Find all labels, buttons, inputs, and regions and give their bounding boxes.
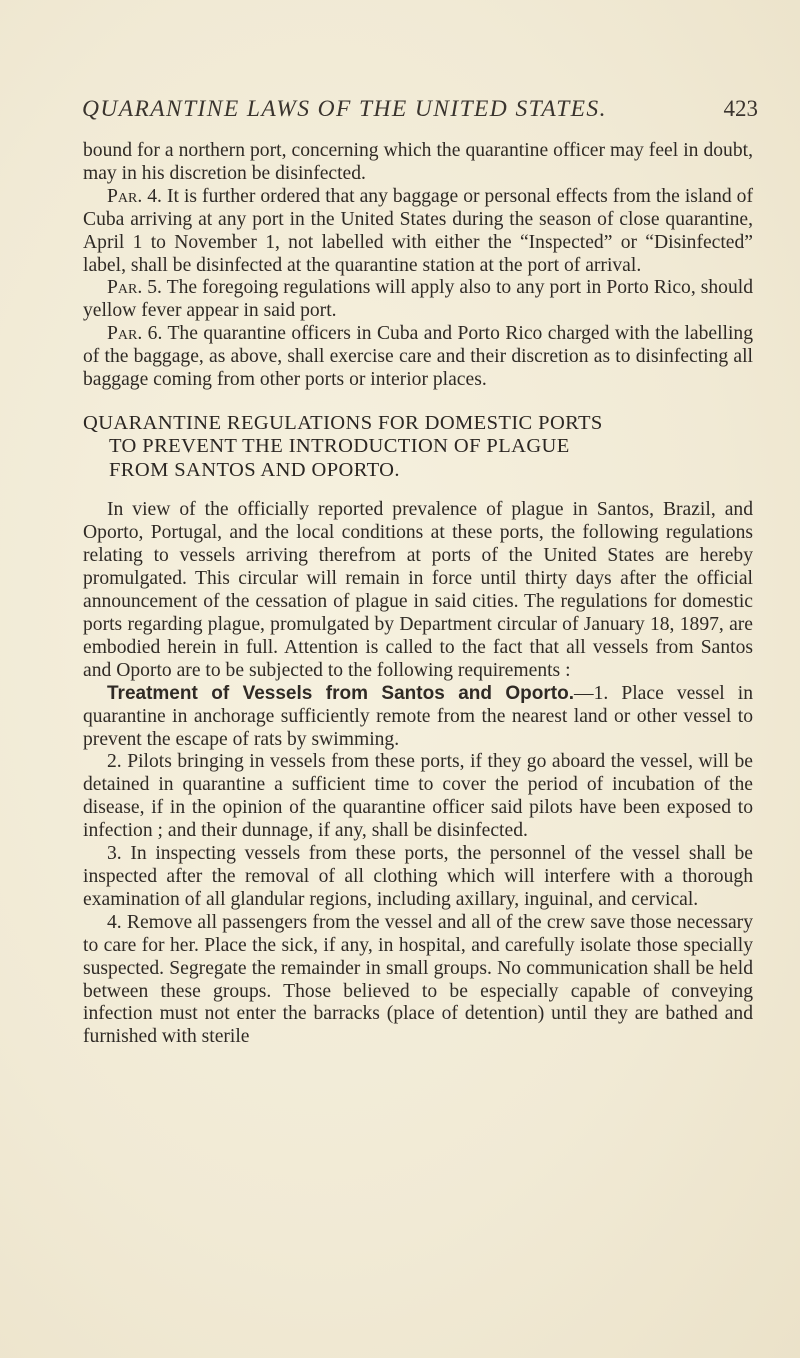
treatment-paragraph [83,683,753,752]
par-label: Par. 6. [107,323,163,345]
treatment-heading: Treatment of Vessels from Santos and Oporto. [107,682,574,704]
par-label: Par. 5. [107,277,162,299]
section-heading-line: QUARANTINE REGULATIONS FOR DOMESTIC PORTS [83,411,603,434]
paragraph-par-5 [83,277,753,323]
par-label: Par. 4. [107,185,162,207]
body-text [83,140,753,1049]
item-4-paragraph: 4. Remove all passengers from the vessel and all of the crew save those necessary to care for her. Place the sick, if any, in hospital, and carefully isolate those specially suspected. Segregate the remainder in small groups. No communication shall be held between these groups. Those believed to be especially capable of conveying infection must not enter the barracks (place of detention) until they are bathed and furnished with sterile [83,911,753,1048]
paragraph-text: The foregoing regulations will apply also to any port in Porto Rico, should yellow fever appear in said port. [83,277,754,322]
section-heading [83,412,753,483]
paragraph-par-6 [83,323,753,392]
section-heading-line: TO PREVENT THE INTRODUCTION OF PLAGUE [109,435,570,458]
item-3-paragraph: 3. In inspecting vessels from these ports, the personnel of the vessel shall be inspected after the removal of all clothing which will interfere with a thorough examination of all glandular regions, including axillary, inguinal, and cervical. [83,843,753,910]
running-head [82,96,758,136]
paragraph-text: The quarantine officers in Cuba and Porto Rico charged with the labelling of the baggage, as above, shall exercise care and their discretion as to disinfecting all baggage coming from other ports or interior places. [83,323,754,391]
intro-paragraph: In view of the officially reported prevalence of plague in Santos, Brazil, and Oporto, Portugal, and the local conditions at these ports, the following regulations relating to vessels arriving therefrom at ports of the United States are hereby promulgated. This circular will remain in force until thirty days after the official announcement of the cessation of plague in said cities. The regulations for domestic ports regarding plague, promulgated by Department circular of January 18, 1897, are embodied herein in full. Attention is called to the fact that all vessels from Santos and Oporto are to be subjected to the following requirements : [83,499,753,681]
running-title: QUARANTINE LAWS OF THE UNITED STATES. [82,96,607,122]
item-2-paragraph: 2. Pilots bringing in vessels from these ports, if they go aboard the vessel, will be detained in quarantine a sufficient time to cover the period of incubation of the disease, if in the opinion of the quarantine officer said pilots have been exposed to infection ; and their dunnage, if any, shall be disinfected. [83,751,753,842]
section-heading-line: FROM SANTOS AND OPORTO. [109,458,400,481]
item-1-text: —1. Place vessel in quarantine in anchorage sufficiently remote from the nearest land or other vessel to prevent the escape of rats by swimming. [83,682,753,750]
paragraph-par-4 [83,186,753,278]
paragraph-text: It is further ordered that any baggage or personal effects from the island of Cuba arriving at any port in the United States during the season of close quarantine, April 1 to November 1, not labelled with either the “Inspected” or “Disinfected” label, shall be disinfected at the quarantine station at the port of arrival. [83,185,753,276]
page-number: 423 [723,96,758,121]
continuation-paragraph: bound for a northern port, concerning which the quarantine officer may feel in doubt, may in his discretion be disinfected. [83,140,753,184]
